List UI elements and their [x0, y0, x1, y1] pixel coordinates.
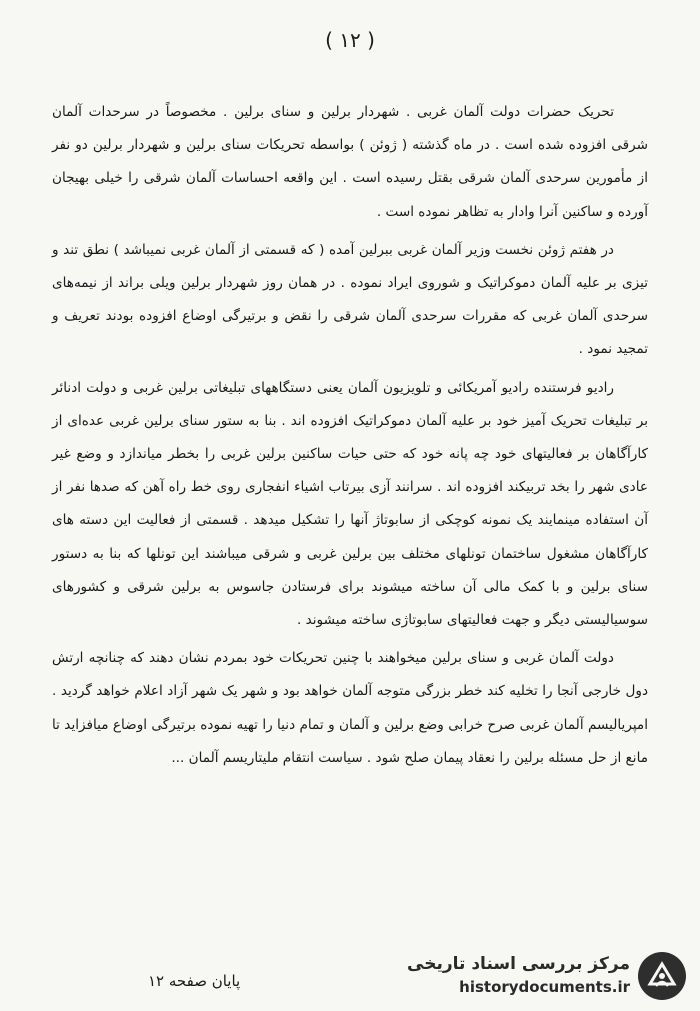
watermark-url: historydocuments.ir: [459, 978, 630, 996]
archive-logo-icon: [636, 950, 688, 1002]
watermark: [407, 948, 692, 1004]
watermark-title: مرکز بررسی اسناد تاریخی: [407, 954, 630, 974]
page-number: ( ۱۲ ): [325, 28, 375, 52]
paragraph: تحریک حضرات دولت آلمان غربی . شهردار برلین و سنای برلین . مخصوصاً در سرحدات آلمان شرقی افزوده شده است . در ماه گذشته ( ژوئن ) بواسطه تحریکات سنای برلین و شهردار برلین دو نفر از مأمورین سرحدی آلمان شرقی بقتل رسیده است . این واقعه احساسات آلمان شرقی را خیلی بهیجان آورده و ساکنین آنرا وادار به تظاهر نموده است .: [52, 104, 648, 220]
paragraph: رادیو فرستنده رادیو آمریکائی و تلویزیون آلمان یعنی دستگاههای تبلیغاتی برلین غربی و دولت ادنائر بر تبلیغات تحریک آمیز خود بر علیه آلمان دموکراتیک افزوده اند . بنا به ستور سنای برلین غربی عده‌ای از کارآگاهان بر فعالیتهای خود چه پانه خود که حتی حیات ساکنین برلین غربی را بخطر میاندازد و وضع غیر عادی شهر را بخد تربیکند افزوده اند . سرانند آزی بیرتاب اشیاء انفجاری روی خط راه آهن که صدها نفر از آن استفاده مینمایند یک نمونه کوچکی از سابوتاژ آنها را تشکیل میدهد . قسمتی از فعالیت این دسته های کارآگاهان مشغول ساختمان تونلهای مختلف بین برلین غربی و شرقی میباشند این تونلها که بنا به دستور سنای برلین و با کمک مالی آن ساخته میشوند برای فرستادن جاسوس به برلین شرقی و کشورهای سوسیالیستی دیگر و جهت فعالیتهای سابوتاژی ساخته میشوند .: [52, 379, 648, 629]
paragraph: در هفتم ژوئن نخست وزیر آلمان غربی ببرلین آمده ( که قسمتی از آلمان غربی نمیباشد ) نطق تند و تیزی بر علیه آلمان دموکراتیک و شوروی ایراد نموده . در همان روز شهردار برلین ویلی براند از نیمه‌های سرحدی آلمان غربی که مقررات سرحدی آلمان شرقی را نقض و برتیرگی اوضاع افزوده بودند تعریف و تمجید نمود .: [52, 241, 648, 358]
paragraph: دولت آلمان غربی و سنای برلین میخواهند با چنین تحریکات خود بمردم نشان دهند که چنانچه ارتش دول خارجی آنجا را تخلیه کند خطر بزرگی متوجه آلمان خواهد بود و شهر یک شهر آزاد اعلام خواهد گردید . امپریالیسم آلمان غربی صرح خرابی وضع برلین و آلمان و تمام دنیا را تهیه نموده برتیرگی اوضاع میافزاید تا مانع از حل مسئله برلین را نعقاد پیمان صلح شود . سیاست انتقام ملیتاریسم آلمان ...: [52, 650, 648, 766]
document-body: [52, 96, 648, 775]
page-end-note: پایان صفحه ۱۲: [148, 972, 241, 990]
